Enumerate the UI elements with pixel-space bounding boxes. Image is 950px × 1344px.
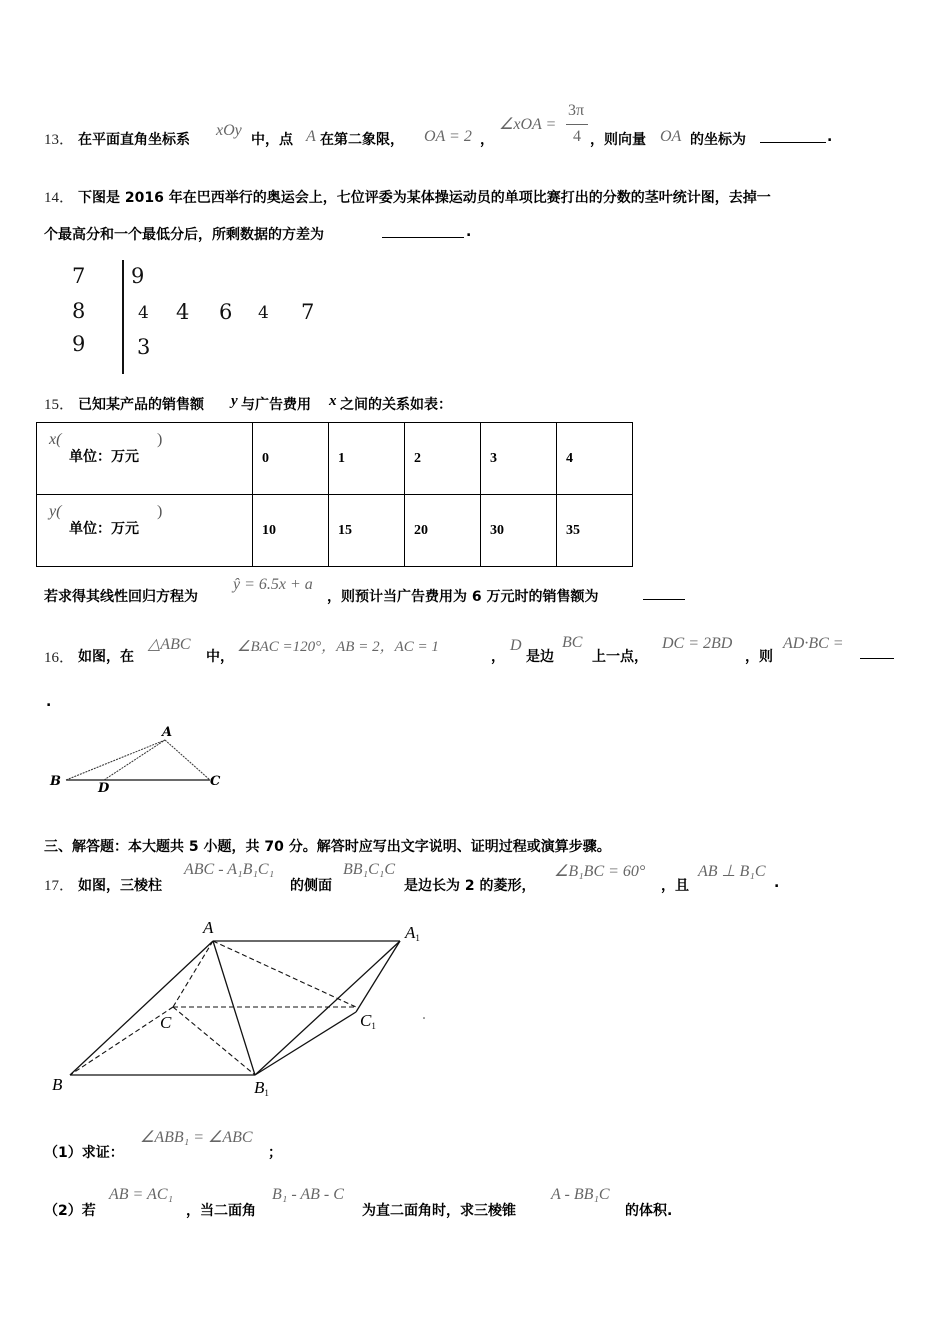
data-table (36, 422, 633, 567)
table-row (37, 423, 633, 495)
regression-equation: ŷ = 6.5x + a (233, 576, 313, 593)
question-text: ，则向量 (590, 132, 646, 148)
punctuation: . (46, 694, 52, 710)
vertex-label-a: A (162, 725, 173, 740)
leaf-value: 9 (131, 264, 145, 288)
table-cell: 4 (557, 423, 633, 495)
stem-value: 7 (72, 264, 86, 288)
leaf-value: 3 (137, 335, 151, 359)
math-expression: D (510, 637, 522, 654)
math-expression: ∠xOA = (499, 116, 557, 133)
punctuation: . (774, 875, 780, 891)
vertex-label-a: A (203, 918, 214, 937)
fraction-denominator: 4 (573, 128, 581, 145)
punctuation: ， (491, 649, 505, 665)
table-cell: 2 (405, 423, 481, 495)
question-text: 的侧面 (290, 878, 332, 894)
table-header-cell (37, 495, 253, 567)
question-text: ，则预计当广告费用为 6 万元时的销售额为 (327, 589, 599, 605)
math-expression: DC = 2BD (662, 635, 733, 652)
part-label: （2）若 (44, 1203, 96, 1219)
math-expression: A (306, 128, 316, 145)
vertex-label-a1: $A_1$ (405, 923, 420, 943)
punctuation: . (827, 129, 833, 145)
table-row (37, 495, 633, 567)
vertex-label-c: C (210, 774, 221, 789)
table-cell: 35 (557, 495, 633, 567)
part-label: （1）求证： (44, 1145, 124, 1161)
question-text: 之间的关系如表： (340, 397, 452, 413)
prism-diagram (40, 915, 440, 1105)
question-text: 下图是 2016 年在巴西举行的奥运会上，七位评委为某体操运动员的单项比赛打出的分数的茎叶统计图，去掉一 (78, 190, 771, 206)
question-15-heading (44, 393, 544, 415)
table-cell: 10 (253, 495, 329, 567)
question-17-part-2 (44, 1185, 744, 1221)
question-text: 上一点， (592, 649, 648, 665)
triangle-figure (44, 725, 234, 800)
leaf-value: 6 (219, 300, 233, 324)
vertex-label-c: C (160, 1013, 172, 1032)
table-cell: 15 (329, 495, 405, 567)
answer-blank[interactable] (643, 587, 685, 600)
punctuation: ， (480, 132, 494, 148)
question-text: 与广告费用 (241, 397, 311, 413)
paren: ) (157, 503, 163, 520)
question-text: 若求得其线性回归方程为 (44, 589, 198, 605)
stem-leaf-plot (60, 258, 340, 378)
question-text: 在平面直角坐标系 (78, 132, 190, 148)
unit-label: 单位：万元 (69, 521, 139, 537)
variable-label: y( (49, 503, 62, 520)
question-text: 中，点 (251, 132, 293, 148)
punctuation: ； (268, 1145, 282, 1161)
variable-x: x (329, 393, 337, 409)
math-expression: OA = 2 (424, 128, 472, 145)
table-header-cell (37, 423, 253, 495)
stem-value: 8 (72, 299, 86, 323)
question-text: 如图，在 (78, 649, 134, 665)
stem-divider (122, 260, 124, 374)
question-15-regression (44, 570, 704, 606)
question-16 (44, 632, 904, 712)
leaf-value: 4 (258, 303, 269, 323)
question-text: 中， (206, 649, 234, 665)
section-heading: 三、解答题：本大题共 5 小题，共 70 分。解答时应写出文字说明、证明过程或演算步骤。 (44, 839, 611, 855)
question-number: 17． (44, 878, 75, 894)
question-13 (44, 100, 894, 155)
vertex-label-b: B (50, 774, 61, 789)
math-expression: AB = AC₁ (109, 1186, 174, 1203)
question-number: 16． (44, 650, 75, 666)
punctuation: . (466, 224, 472, 240)
question-text: 是边长为 2 的菱形， (404, 878, 536, 894)
fraction-numerator: 3π (568, 102, 585, 119)
math-expression: BC (562, 634, 583, 651)
fraction-bar (566, 124, 588, 125)
answer-blank[interactable] (760, 130, 826, 143)
triangle-diagram (44, 725, 234, 800)
vertex-label-b: B (52, 1075, 63, 1094)
variable-label: x( (49, 431, 62, 448)
table-cell: 0 (253, 423, 329, 495)
math-expression: ∠ABB₁ = ∠ABC (140, 1129, 253, 1146)
prism-figure (40, 915, 440, 1105)
vertex-label-d: D (98, 781, 110, 796)
question-text: 是边 (526, 649, 554, 665)
question-text: 个最高分和一个最低分后，所剩数据的方差为 (44, 227, 324, 243)
math-expression: ∠B₁BC = 60° (554, 863, 646, 880)
question-17 (44, 858, 844, 894)
table-cell: 20 (405, 495, 481, 567)
math-expression: xOy (216, 122, 242, 139)
vertex-label-b1: $B_1$ (254, 1078, 269, 1098)
math-expression: AB ⊥ B₁C (698, 863, 766, 880)
math-expression: ∠BAC =120°，AB = 2，AC = 1 (237, 639, 439, 655)
question-text: 如图，三棱柱 (78, 878, 162, 894)
table-cell: 30 (481, 495, 557, 567)
paren: ) (157, 431, 163, 448)
math-expression: A - BB₁C (551, 1186, 610, 1203)
table-cell: 1 (329, 423, 405, 495)
question-text: 在第二象限， (320, 132, 404, 148)
math-expression: AD·BC = (783, 635, 844, 652)
leaf-value: 7 (301, 300, 315, 324)
question-text: ，且 (661, 878, 689, 894)
leaf-value: 4 (176, 300, 190, 324)
question-text: ，当二面角 (186, 1203, 256, 1219)
vertex-label-c1: $C_1$ (360, 1011, 376, 1031)
question-17-part-1 (44, 1125, 444, 1161)
math-expression: △ABC (148, 636, 191, 653)
question-text: ，则 (745, 649, 773, 665)
answer-blank[interactable] (382, 225, 464, 238)
table-cell: 3 (481, 423, 557, 495)
math-expression: B₁ - AB - C (272, 1186, 344, 1203)
math-expression: BB₁C₁C (343, 861, 396, 878)
question-number: 13． (44, 132, 75, 148)
question-text: 为直二面角时，求三棱锥 (362, 1203, 516, 1219)
stem-value: 9 (72, 332, 86, 356)
question-number: 15． (44, 397, 75, 413)
answer-blank[interactable] (860, 646, 894, 659)
leaf-value: 4 (138, 303, 149, 323)
math-expression: OA (660, 128, 682, 145)
question-text: 的体积. (625, 1203, 673, 1219)
question-text: 已知某产品的销售额 (78, 397, 204, 413)
variable-y: y (231, 393, 238, 409)
math-expression: ABC - A₁B₁C₁ (184, 861, 275, 878)
question-text: 的坐标为 (690, 132, 746, 148)
unit-label: 单位：万元 (69, 449, 139, 465)
question-number: 14． (44, 190, 75, 206)
